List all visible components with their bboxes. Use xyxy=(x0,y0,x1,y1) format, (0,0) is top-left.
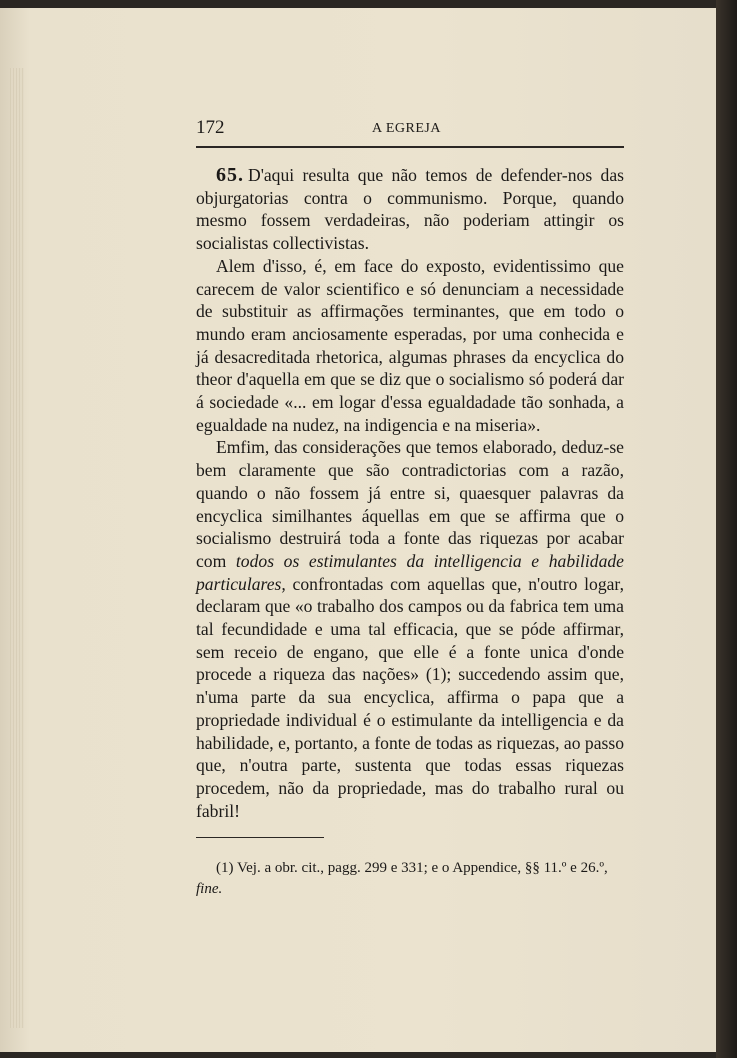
paragraph-1-text: D'aqui resulta que não temos de defender-nos das objurgatorias contra o communismo. Porque, quando mesmo fossem verdadeiras, não poderiam attingir os socialistas collectivistas. xyxy=(196,165,624,254)
page-edge-shadow xyxy=(716,0,737,1058)
paragraph-3 xyxy=(196,436,624,822)
page-gutter xyxy=(10,68,24,1028)
section-number: 65. xyxy=(216,164,244,186)
paragraph-1 xyxy=(196,164,624,255)
paragraph-3-part-1: Emfim, das considerações que temos elaborado, deduz-se bem claramente que são contradictorias com a razão, quando o não fossem já entre si, quaesquer palavras da encyclica similhantes áquellas em que se affirma que o socialismo destruirá toda a fonte das riquezas por acabar com xyxy=(196,437,624,571)
header-rule xyxy=(196,146,624,148)
footnote-rule xyxy=(196,837,324,838)
footnote-text: (1) Vej. a obr. cit., pagg. 299 e 331; e o Appendice, §§ 11.º e 26.º, xyxy=(216,860,608,876)
page-body xyxy=(196,164,624,822)
footnote-italic-end: fine. xyxy=(196,881,223,897)
paragraph-2: Alem d'isso, é, em face do exposto, evidentissimo que carecem de valor scientifico e só denunciam a necessidade de substituir as affirmações terminantes, que em todo o mundo eram anciosamente esperadas, por uma conhecida e já desacreditada rhetorica, algumas phrases da encyclica do theor d'aquella em que se diz que o socialismo só poderá dar á sociedade «... em logar d'essa egualdadade tão sonhada, a egualdade na nudez, na indigencia e na miseria». xyxy=(196,255,624,435)
page-number: 172 xyxy=(196,117,225,138)
running-header xyxy=(196,115,624,145)
footnote xyxy=(196,858,624,900)
running-title: A EGREJA xyxy=(372,121,441,136)
paragraph-3-part-2: confrontadas com aquellas que, n'outro logar, declaram que «o trabalho dos campos ou da fabrica tem uma tal fecundidade e uma tal efficacia, que se póde affirmar, sem receio de engano, que elle é a fonte unica d'onde procede a riqueza das nações» (1); succedendo assim que, n'uma parte da sua encyclica, affirma o papa que a propriedade individual é o estimulante da intelligencia e da habilidade, e, portanto, a fonte de todas as riquezas, ao passo que, n'outra parte, sustenta que todas essas riquezas procedem, não da propriedade, mas do trabalho rural ou fabril! xyxy=(196,573,624,821)
paragraph-3-italic: todos os estimulantes da intelligencia e habilidade particulares, xyxy=(196,550,624,594)
